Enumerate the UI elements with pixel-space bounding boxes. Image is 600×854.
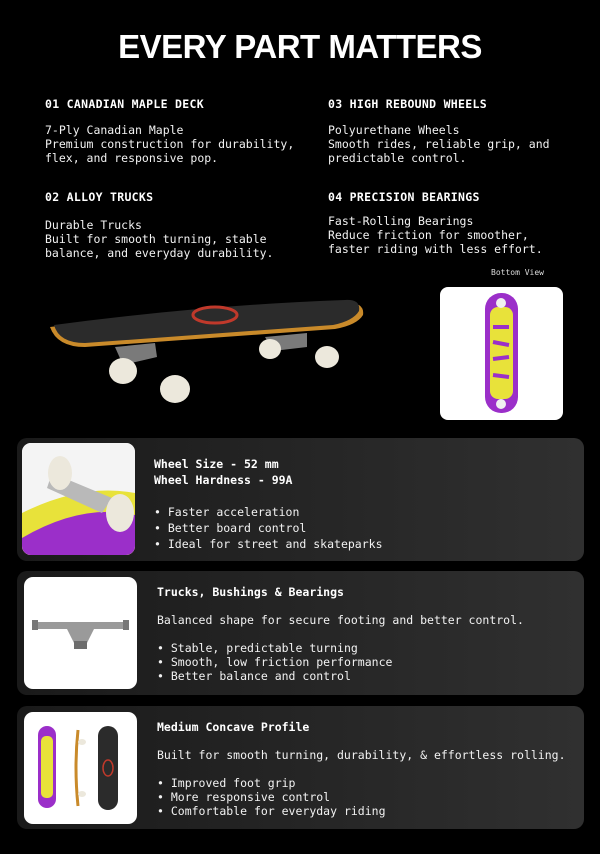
feature-heading: 02 ALLOY TRUCKS <box>45 190 154 204</box>
feature-heading: 01 CANADIAN MAPLE DECK <box>45 97 204 111</box>
feature-body: Fast-Rolling Bearings Reduce friction for smoother, faster riding with less effort. <box>328 214 543 256</box>
list-item: • Improved foot grip <box>157 776 566 790</box>
feature-body: 7-Ply Canadian Maple Premium construction for durability, flex, and responsive pop. <box>45 123 295 165</box>
list-item: • Better balance and control <box>157 669 524 683</box>
concave-card <box>17 706 584 829</box>
truck-image <box>24 577 137 689</box>
feature-bearings <box>328 190 598 256</box>
feature-heading: 03 HIGH REBOUND WHEELS <box>328 97 487 111</box>
feature-body: Polyurethane Wheels Smooth rides, reliable grip, and predictable control. <box>328 123 550 165</box>
list-item: • Ideal for street and skateparks <box>154 536 383 552</box>
feature-maple-deck <box>45 97 315 165</box>
bottom-view-image <box>440 287 563 420</box>
list-item: • Faster acceleration <box>154 504 383 520</box>
list-item: • More responsive control <box>157 790 566 804</box>
card-description: Balanced shape for secure footing and better control. <box>157 613 524 627</box>
wheel-specs-text <box>154 456 383 552</box>
list-item: • Smooth, low friction performance <box>157 655 524 669</box>
feature-wheels <box>328 97 598 165</box>
card-bullets <box>157 641 524 683</box>
skateboard-side-image <box>45 285 375 410</box>
list-item: • Comfortable for everyday riding <box>157 804 566 818</box>
card-title: Trucks, Bushings & Bearings <box>157 585 344 599</box>
trucks-card <box>17 571 584 695</box>
card-title: Wheel Size - 52 mm <box>154 457 279 471</box>
concave-text <box>157 720 566 818</box>
feature-heading: 04 PRECISION BEARINGS <box>328 190 480 204</box>
trucks-text <box>157 585 524 683</box>
feature-body: Durable Trucks Built for smooth turning, stable balance, and everyday durability. <box>45 218 274 260</box>
page-title: EVERY PART MATTERS <box>118 28 482 65</box>
card-description: Built for smooth turning, durability, & effortless rolling. <box>157 748 566 762</box>
card-bullets <box>154 504 383 552</box>
card-title: Wheel Hardness - 99A <box>154 473 293 487</box>
card-bullets <box>157 776 566 818</box>
bottom-view-label: Bottom View <box>491 268 544 277</box>
card-title: Medium Concave Profile <box>157 720 310 734</box>
deck-profile-image <box>24 712 137 824</box>
feature-trucks <box>45 190 315 260</box>
wheel-specs-card <box>17 438 584 561</box>
list-item: • Better board control <box>154 520 383 536</box>
wheel-closeup-image <box>22 443 135 555</box>
list-item: • Stable, predictable turning <box>157 641 524 655</box>
